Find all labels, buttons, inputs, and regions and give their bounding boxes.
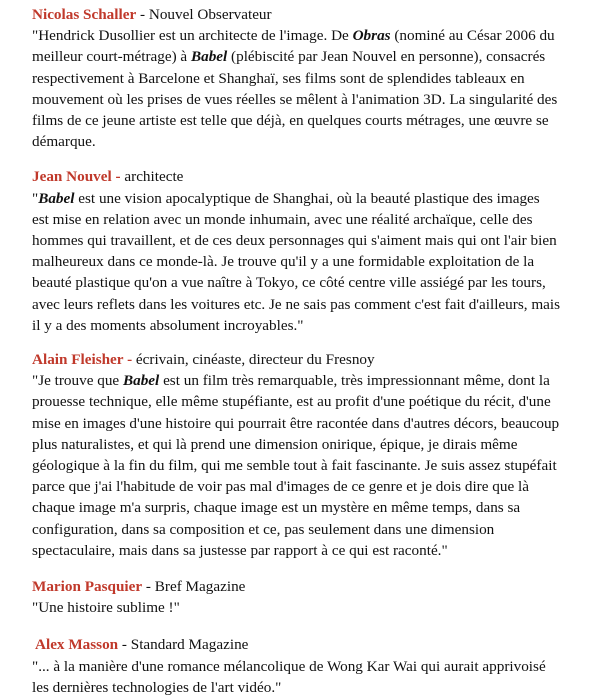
separator: - [118, 636, 131, 654]
quote-nicolas-schaller [32, 4, 560, 152]
quote-text-part: est une vision apocalyptique de Shanghai, où la beauté plastique des images est mise en relation avec un monde inhumain, avec une réalité archaïque, celle des hommes qui travaillent, et de ces deux personnages qui s'aiment mais qui ont l'air bien malheureux dans ce monde-là. Je trouve qu'il y a une formidable exploitation de la beauté plastique qu'on a vue naître à Tokyo, ce côté centre ville assiégé par les tours, avec leurs reflets dans les voitures etc. Je ne sais pas comment c'est fait d'ailleurs, mais il y a des moments absolument incroyables." [32, 189, 561, 334]
film-title: Obras [352, 27, 391, 45]
quote-text [32, 188, 560, 336]
author-role: Nouvel Observateur [148, 6, 272, 23]
film-title: Babel [122, 372, 160, 390]
quote-text [32, 370, 560, 561]
quote-text-part: (nominé au César 2006 du meilleur court-métrage) à [32, 27, 555, 66]
author-name: Alain Fleisher - [32, 351, 133, 369]
quote-text: "Une histoire sublime !" [32, 599, 180, 617]
author-name: Marion Pasquier [32, 578, 143, 596]
author-role: Standard Magazine [130, 636, 249, 654]
quote-text-part: "Je trouve que [32, 372, 123, 390]
quote-text: "... à la manière d'une romance mélancolique de Wong Kar Wai qui aurait apprivoisé les dernières technologies de l'art vidéo." [32, 657, 546, 696]
quote-alex-masson [32, 634, 560, 698]
author-role: architecte [124, 168, 184, 186]
quote-text-part: (plébiscité par Jean Nouvel en personne), consacrés respectivement à Barcelone et Shanghaï, ses films sont de splendides tableaux en mouvement où les prises de vues réelles se mêlent à l'animation 3D. La singularité des films de ce jeune artiste est telle que déjà, en quelques courts métrages, une œuvre se démarque. [32, 48, 558, 151]
quote-marion-pasquier [32, 576, 560, 618]
separator: - [142, 578, 155, 596]
author-name: Alex Masson [35, 636, 119, 654]
quote-header [32, 166, 560, 187]
quote-header [32, 349, 560, 370]
separator: - [136, 6, 149, 23]
quote-text-part: " [32, 189, 39, 207]
author-name: Jean Nouvel - [32, 168, 121, 186]
author-role: Bref Magazine [154, 578, 246, 596]
film-title: Babel [38, 189, 75, 207]
author-name: Nicolas Schaller [32, 6, 137, 23]
film-title: Babel [190, 48, 228, 66]
quote-text-part: "Hendrick Dusollier est un architecte de l'image. De [32, 27, 353, 45]
quote-text [32, 25, 560, 152]
quote-header [32, 634, 560, 655]
quote-jean-nouvel [32, 166, 560, 336]
quote-header [32, 4, 560, 25]
author-role: écrivain, cinéaste, directeur du Fresnoy [135, 351, 375, 369]
quote-text-part: est un film très remarquable, très impressionnant même, dont la prouesse technique, elle même stupéfiante, est au profit d'une poétique du récit, d'une mise en images d'une histoire qui pourrait être racontée dans d'autres décors, beaucoup plus naturalistes, et qui là prend une dimension onirique, épique, je dirais même géologique à la fin du film, qui me semble tout à fait fascinante. Je suis assez stupéfait parce que j'ai l'habitude de voir pas mal d'images de ce genre et je dois dire que là chaque image m'a surpris, chaque image est un mystère en même temps, dans sa configuration, dans sa composition et ce, pas seulement dans une dimension spectaculaire, mais dans sa justesse par rapport à ce qui est raconté." [32, 372, 560, 559]
quote-alain-fleisher [32, 349, 560, 561]
quote-header [32, 576, 560, 597]
